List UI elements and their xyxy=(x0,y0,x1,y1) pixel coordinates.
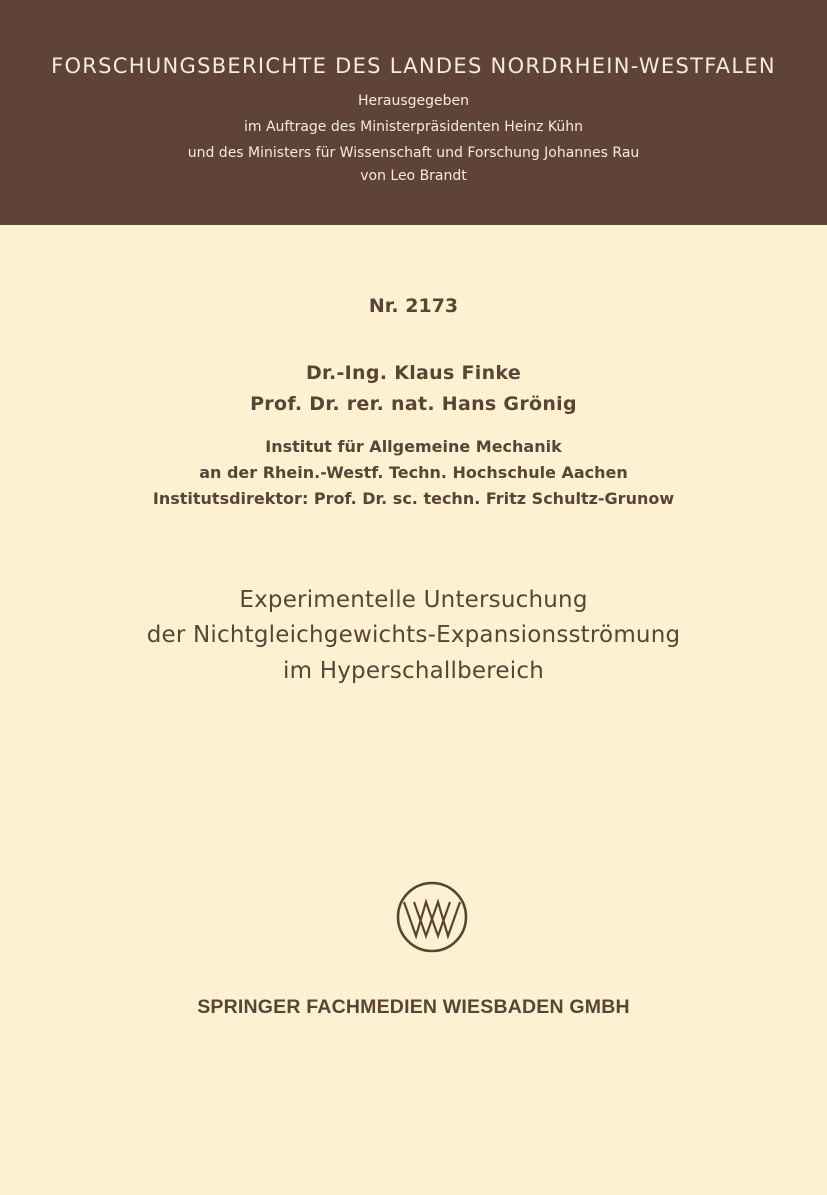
author-2: Prof. Dr. rer. nat. Hans Grönig xyxy=(250,393,577,415)
author-1: Dr.-Ing. Klaus Finke xyxy=(305,362,522,384)
title-line-1: Experimentelle Untersuchung xyxy=(239,587,588,613)
series-header xyxy=(0,0,827,225)
title-line-2: der Nichtgleichgewichts-Expansionsströmung xyxy=(146,622,681,648)
institute-line-2: an der Rhein.-Westf. Techn. Hochschule Aachen xyxy=(199,463,628,482)
series-title: FORSCHUNGSBERICHTE DES LANDES NORDRHEIN-WESTFALEN xyxy=(51,54,776,78)
institute-line-3: Institutsdirektor: Prof. Dr. sc. techn. Fritz Schultz-Grunow xyxy=(152,489,675,508)
editor-line-1: Herausgegeben xyxy=(357,93,469,109)
editor-line-2: im Auftrage des Ministerpräsidenten Heinz Kühn xyxy=(243,119,584,135)
institute-line-1: Institut für Allgemeine Mechanik xyxy=(265,437,562,456)
publisher-name: SPRINGER FACHMEDIEN WIESBADEN GMBH xyxy=(197,996,630,1018)
editor-line-4: von Leo Brandt xyxy=(360,168,467,184)
editor-line-3: und des Ministers für Wissenschaft und Forschung Johannes Rau xyxy=(187,145,640,161)
report-number: Nr. 2173 xyxy=(368,295,459,317)
publisher-logo-icon xyxy=(395,880,469,954)
title-line-3: im Hyperschallbereich xyxy=(283,658,544,684)
